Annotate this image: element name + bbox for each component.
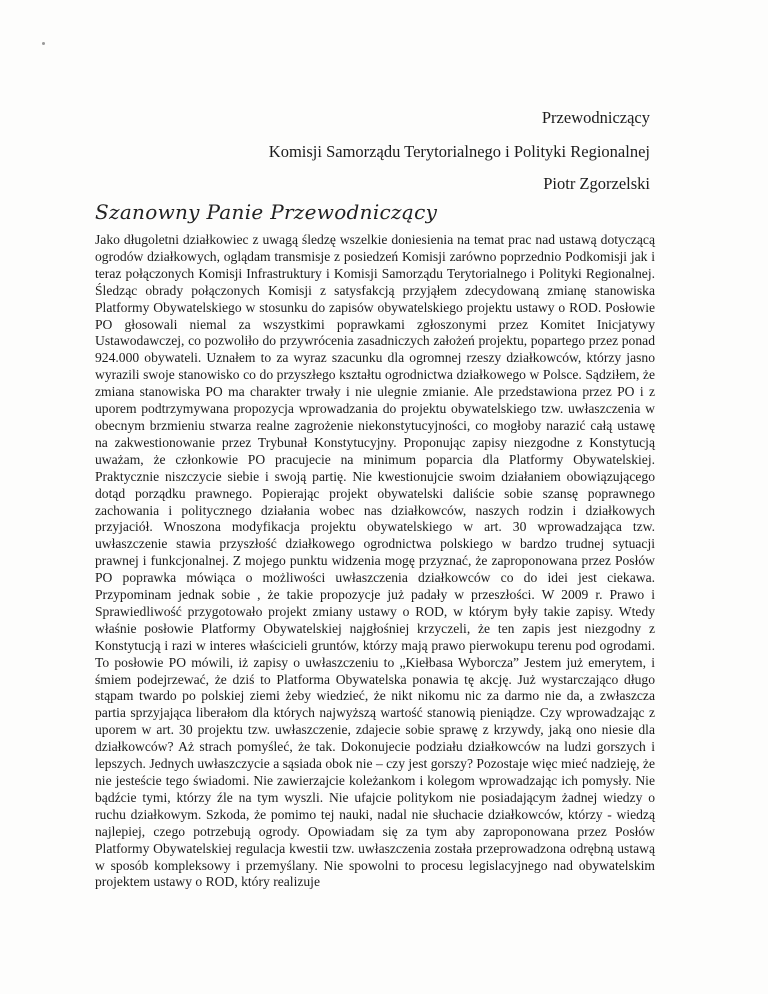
- salutation: Szanowny Panie Przewodniczący: [95, 200, 438, 224]
- addressee-title: Przewodniczący: [541, 108, 650, 127]
- addressee-committee: Komisji Samorządu Terytorialnego i Polityki Regionalnej: [268, 142, 650, 161]
- letter-body: Jako długoletni działkowiec z uwagą śledzę wszelkie doniesienia na temat prac nad ustawą dotyczącą ogrodów działkowych, oglądam transmisje z posiedzeń Komisji zarówno poprzednio Podkomisji jak i teraz połączonych Komisji Infrastruktury i Komisji Samorządu Terytorialnego i Polityki Regionalnej. Śledząc obrady połączonych Komisji z satysfakcją przyjąłem zdecydowaną zmianę stanowiska Platformy Obywatelskiego w stosunku do zapisów obywatelskiego projektu ustawy o ROD. Posłowie PO głosowali niemal za wszystkimi poprawkami zgłoszonymi przez Komitet Inicjatywy Ustawodawczej, co pozwoliło do przywrócenia zasadniczych założeń projektu, popartego przez ponad 924.000 obywateli. Uznałem to za wyraz szacunku dla ogromnej rzeszy działkowców, którzy jasno wyrazili swoje stanowisko co do przyszłego kształtu ogrodnictwa działkowego w Polsce. Sądziłem, że zmiana stanowiska PO ma charakter trwały i nie ulegnie zmianie. Ale przedstawiona przez PO i z uporem podtrzymywana propozycja wprowadzania do projektu obywatelskiego tzw. uwłaszczenia w obecnym brzmieniu stwarza realne zagrożenie niekonstytucyjności, co mogłoby narazić całą ustawę na zakwestionowanie przez Trybunał Konstytucyjny. Proponując zapisy niezgodne z Konstytucją uważam, że członkowie PO pracujecie na minimum poparcia dla Platformy Obywatelskiej. Praktycznie niszczycie siebie i swoją partię. Nie kwestionujcie swoim działaniem obowiązującego dotąd porządku prawnego. Popierając projekt obywatelski daliście sobie szansę poprawnego zachowania i politycznego działania wobec nas działkowców, naszych rodzin i działkowych przyjaciół. Wnoszona modyfikacja projektu obywatelskiego w art. 30 wprowadzająca tzw. uwłaszczenie stawia przyszłość działkowego ogrodnictwa polskiego w bardzo trudnej sytuacji prawnej i funkcjonalnej. Z mojego punktu widzenia mogę przyznać, że zaproponowana przez Posłów PO poprawka mówiąca o możliwości uwłaszczenia działkowców co do idei jest ciekawa. Przypominam jednak sobie , że takie propozycje już padały w przeszłości. W 2009 r. Prawo i Sprawiedliwość przygotowało projekt zmiany ustawy o ROD, w którym były takie zapisy. Wtedy właśnie posłowie Platformy Obywatelskiej najgłośniej krzyczeli, że ten zapis jest niezgodny z Konstytucją i razi w interes właścicieli gruntów, którzy mają prawo pierwokupu terenu pod ogrodami. To posłowie PO mówili, iż zapisy o uwłaszczeniu to „Kiełbasa Wyborcza” Jestem już emerytem, i śmiem podejrzewać, że dziś to Platforma Obywatelska ponawia tę akcję. Już wystarczająco długo stąpam twardo po polskiej ziemi żeby wiedzieć, że nikt nikomu nic za darmo nie da, a zwłaszcza partia sprzyjająca liberałom dla których najwyższą wartość stanowią pieniądze. Czy wprowadzając z uporem w art. 30 projektu tzw. uwłaszczenie, zdajecie sobie sprawę z krzywdy, jaką ono niesie dla działkowców? Aż strach pomyśleć, że tak. Dokonujecie podziału działkowców na ludzi gorszych i lepszych. Jednych uwłaszczycie a sąsiada obok nie – czy jest gorszy? Pozostaje więc mieć nadzieję, że nie jesteście tego świadomi. Nie zawierzajcie koleżankom i kolegom wprowadzając ich pomysły. Nie bądźcie tymi, którzy źle na tym wyszli. Nie ufajcie politykom nie posiadającym żadnej wiedzy o ruchu działkowym. Szkoda, że pomimo tej nauki, nadal nie słuchacie działkowców, którzy - wiedzą najlepiej, czego potrzebują ogrody. Opowiadam się za tym aby zaproponowana przez Posłów Platformy Obywatelskiej regulacja kwestii tzw. uwłaszczenia została przeprowadzona odrębną ustawą w sposób kompleksowy i przemyślany. Nie spowolni to procesu legislacyjnego nad obywatelskim projektem ustawy o ROD, który realizuje: [95, 232, 655, 890]
- addressee-name: Piotr Zgorzelski: [543, 174, 650, 193]
- scan-speck: [42, 42, 45, 45]
